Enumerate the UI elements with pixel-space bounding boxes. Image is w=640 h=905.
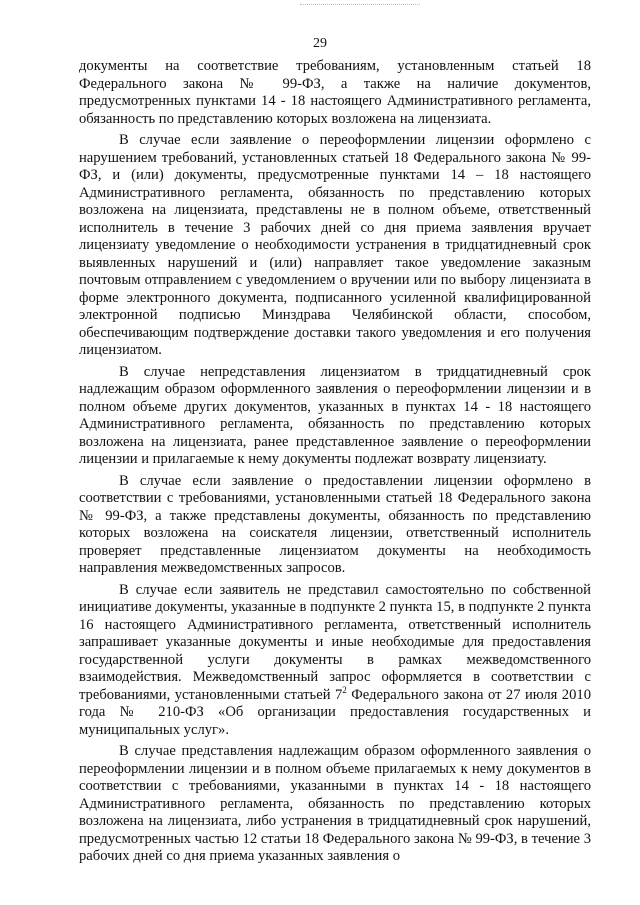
scan-artifact [300, 4, 420, 11]
paragraph-return-of-application: В случае непредставления лицензиатом в тридцатидневный срок надлежащим образом оформленного заявления о переоформлении лицензии и в полном объеме других документов, указанных в пунктах 14 - 18 настоящего Административного регламента, обязанность по представлению которых возложена на лицензиата, ранее представленное заявление о переоформлении лицензии и прилагаемые к нему документы подлежат возврату лицензиату. [79, 363, 591, 467]
paragraph-proper-application: В случае представления надлежащим образом оформленного заявления о переоформлении лицензии и в полном объеме прилагаемых к нему документов в соответствии с требованиями, указанными в пунктах 14 - 18 настоящего Административного регламента, обязанность по представлению которых возложена на лицензиата, либо устранения в тридцатидневный срок нарушений, предусмотренных частью 12 статьи 18 Федерального закона № 99-ФЗ, в течение 3 рабочих дней со дня приема указанных заявления о [79, 743, 591, 864]
paragraph-text-part: Федерального закона от 27 июля 2010 года № 210-ФЗ «Об организации предоставления государственных и муниципальных услуг». [79, 686, 591, 738]
document-body [79, 58, 591, 870]
paragraph-notice-of-violations: В случае если заявление о переоформлении лицензии оформлено с нарушением требований, установленных статьей 18 Федерального закона № 99-ФЗ, и (или) документы, предусмотренные пунктами 14 – 18 настоящего Административного регламента, обязанность по представлению которых возложена на лицензиата, представлены не в полном объеме, ответственный исполнитель в течение 3 рабочих дней со дня приема заявления вручает лицензиату уведомление о необходимости устранения в тридцатидневный срок выявленных нарушений и (или) направляет такое уведомление заказным почтовым отправлением с уведомлением о вручении или по выбору лицензиата в форме электронного документа, подписанного усиленной квалифицированной электронной подписью Минздрава Челябинской области, способом, обеспечивающим подтверждение доставки такого уведомления и его получения лицензиатом. [79, 132, 591, 358]
superscript-article-index: 2 [342, 684, 347, 695]
paragraph-interagency-request [79, 582, 591, 740]
paragraph-continuation: документы на соответствие требованиям, установленным статьей 18 Федерального закона № 99-ФЗ, а также на наличие документов, предусмотренных пунктами 14 - 18 настоящего Административного регламента, обязанность по представлению которых возложена на лицензиата. [79, 58, 591, 127]
page-number: 29 [313, 36, 327, 51]
paragraph-text-part: В случае если заявитель не представил самостоятельно по собственной инициативе документы, указанные в подпункте 2 пункта 15, в подпункте 2 пункта 16 настоящего Административного регламента, ответственный исполнитель запрашивает указанные документы и иные необходимые для предоставления государственной услуги документы в рамках межведомственного взаимодействия. Межведомственный запрос оформляется в соответствии с требованиями, установленными статьей 7 [79, 581, 591, 703]
paragraph-interagency-check: В случае если заявление о предоставлении лицензии оформлено в соответствии с требованиями, установленными статьей 18 Федерального закона № 99-ФЗ, а также представлены документы, обязанность по представлению которых возложена на соискателя лицензии, ответственный исполнитель проверяет представленные лицензиатом документы на необходимость направления межведомственных запросов. [79, 472, 591, 576]
